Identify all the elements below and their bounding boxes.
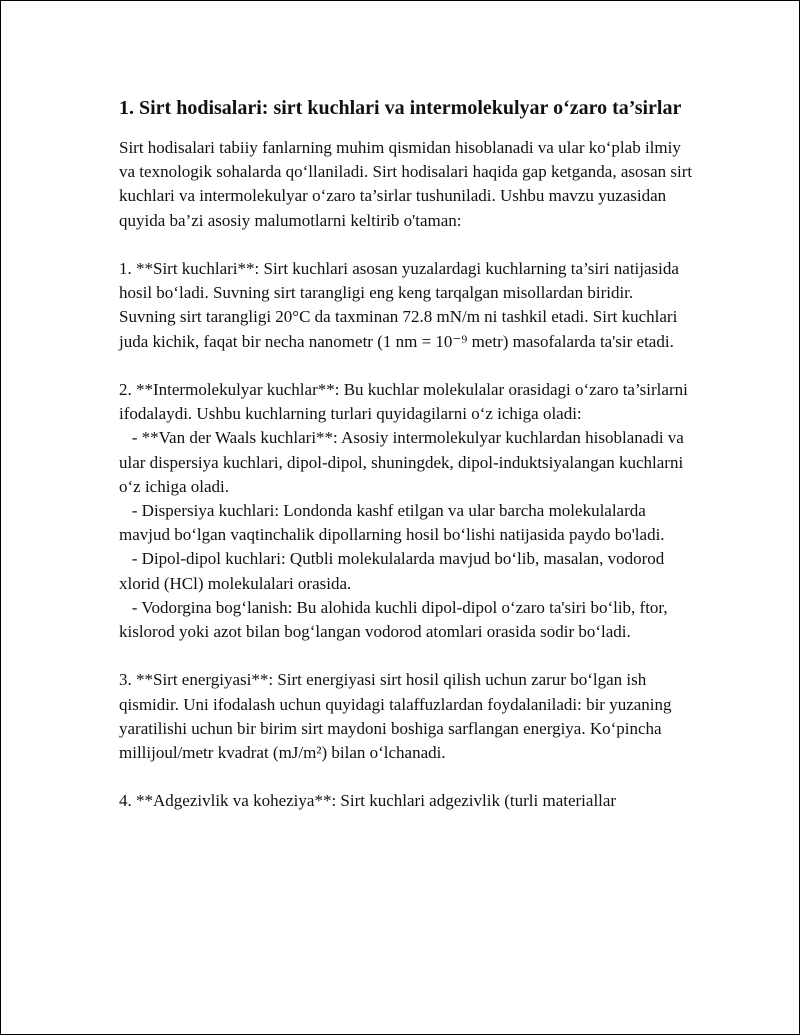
section-2-paragraph: 2. **Intermolekulyar kuchlar**: Bu kuchlar molekulalar orasidagi o‘zaro ta’sirlarni ifodalaydi. Ushbu kuchlarning turlari quyidagilarni o‘z ichiga oladi: - **Van der Waals kuchlari**: Asosiy intermolekulyar kuchlardan hisoblanadi va ular dispersiya kuchlari, dipol-dipol, shuningdek, dipol-induktsiyalangan kuchlarni o‘z ichiga oladi. - Dispersiya kuchlari: Londonda kashf etilgan va ular barcha molekulalarda mavjud bo‘lgan vaqtinchalik dipollarning hosil bo‘lishi natijasida paydo bo'ladi. - Dipol-dipol kuchlari: Qutbli molekulalarda mavjud bo‘lib, masalan, vodorod xlorid (HCl) molekulalari orasida. - Vodorgina bog‘lanish: Bu alohida kuchli dipol-dipol o‘zaro ta'siri bo‘lib, ftor, kislorod yoki azot bilan bog‘langan vodorod atomlari orasida sodir bo‘ladi. [119,380,688,642]
section-3-paragraph: 3. **Sirt energiyasi**: Sirt energiyasi sirt hosil qilish uchun zarur bo‘lgan ish qismidir. Uni ifodalash uchun quyidagi talaffuzlardan foydalaniladi: bir yuzaning yaratilishi uchun bir birim sirt maydoni boshiga sarflangan energiya. Ko‘pincha millijoul/metr kvadrat (mJ/m²) bilan o‘lchanadi. [119,670,676,763]
section-4-paragraph: 4. **Adgezivlik va koheziya**: Sirt kuchlari adgezivlik (turli materiallar [119,791,617,811]
section-1-paragraph: 1. **Sirt kuchlari**: Sirt kuchlari asosan yuzalardagi kuchlarning ta’siri natijasida hosil bo‘ladi. Suvning sirt tarangligi eng keng tarqalgan misollardan biridir. Suvning sirt tarangligi 20°C da taxminan 72.8 mN/m ni tashkil etadi. Sirt kuchlari juda kichik, faqat bir necha nanometr (1 nm = 10⁻⁹ metr) masofalarda ta'sir etadi. [119,259,684,351]
document-body [119,94,697,814]
paragraph-gap [119,765,694,789]
intro-paragraph: Sirt hodisalari tabiiy fanlarning muhim qismidan hisoblanadi va ular ko‘plab ilmiy va texnologik sohalarda qo‘llaniladi. Sirt hodisalari haqida gap ketganda, asosan sirt kuchlari va intermolekulyar o‘zaro ta’sirlar tushuniladi. Ushbu mavzu yuzasidan quyida ba’zi asosiy malumotlarni keltirib o'taman: [119,138,697,230]
document-title: 1. Sirt hodisalari: sirt kuchlari va intermolekulyar o‘zaro ta’sirlar [119,97,682,119]
paragraph-gap [119,354,694,378]
paragraph-gap [119,233,694,257]
paragraph-gap [119,644,694,668]
